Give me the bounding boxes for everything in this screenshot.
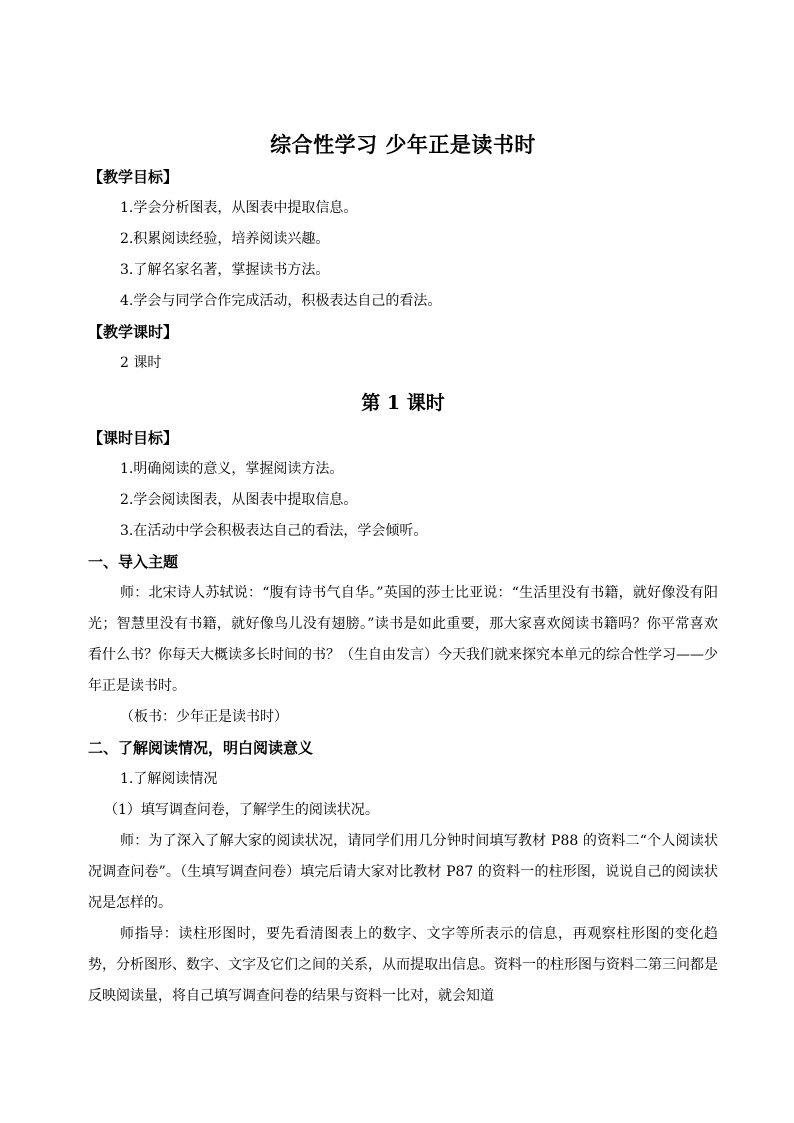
lesson-title: 第 1 课时: [361, 392, 445, 414]
part1-paragraph: 师：北宋诗人苏轼说：“腹有诗书气自华。”英国的莎士比亚说：“生活里没有书籍，就好像没有阳光；智慧里没有书籍，就好像鸟儿没有翅膀。”读书是如此重要，那大家喜欢阅读书籍吗？你平常喜欢看什么书？你每天大概读多长时间的书？（生自由发言）今天我们就来探究本单元的综合性学习——少年正是读书时。: [88, 585, 718, 694]
part2-paragraph2-wrapper: [88, 919, 718, 1012]
part2-paragraph1: 师：为了深入了解大家的阅读状况，请同学们用几分钟时间填写教材 P88 的资料二“个人阅读状况调查问卷”。（生填写调查问卷）填完后请大家对比教材 P87 的资料一的柱形图，说说自己的阅读状况是怎样的。: [88, 833, 718, 911]
lesson-goal-item: 2.学会阅读图表，从图表中提取信息。: [120, 492, 358, 508]
part2-heading: 二、了解阅读情况，明白阅读意义: [88, 739, 314, 757]
lesson-goal-item: 3.在活动中学会积极表达自己的看法，学会倾听。: [120, 523, 428, 539]
part2-paragraph1-wrapper: [88, 826, 718, 919]
part1-heading: 一、导入主题: [88, 553, 179, 571]
teaching-hours-value: 2 课时: [120, 355, 162, 371]
teaching-goal-item: 2.积累阅读经验，培养阅读兴趣。: [120, 231, 330, 247]
part2-subheading: 1.了解阅读情况: [120, 771, 218, 787]
board-note: （板书：少年正是读书时）: [120, 709, 288, 725]
teaching-goals-heading: 【教学目标】: [88, 168, 179, 186]
part2-sub-item: （1）填写调查问卷，了解学生的阅读状况。: [104, 802, 379, 818]
document-body: [88, 128, 718, 1012]
lesson-goal-item: 1.明确阅读的意义，掌握阅读方法。: [120, 461, 344, 477]
teaching-goal-item: 4.学会与同学合作完成活动，积极表达自己的看法。: [120, 293, 442, 309]
part2-paragraph2: 师指导：读柱形图时，要先看清图表上的数字、文字等所表示的信息，再观察柱形图的变化趋势，分析图形、数字、文字及它们之间的关系，从而提取出信息。资料一的柱形图与资料二第三问都是反映阅读量，将自己填写调查问卷的结果与资料一比对，就会知道: [88, 926, 718, 1004]
teaching-hours-heading: 【教学课时】: [88, 323, 179, 341]
document-title: 综合性学习 少年正是读书时: [270, 132, 536, 157]
teaching-goal-item: 1.学会分析图表，从图表中提取信息。: [120, 200, 358, 216]
teaching-goal-item: 3.了解名家名著，掌握读书方法。: [120, 262, 330, 278]
part1-paragraph-wrapper: [88, 578, 718, 702]
lesson-goals-heading: 【课时目标】: [88, 429, 179, 447]
